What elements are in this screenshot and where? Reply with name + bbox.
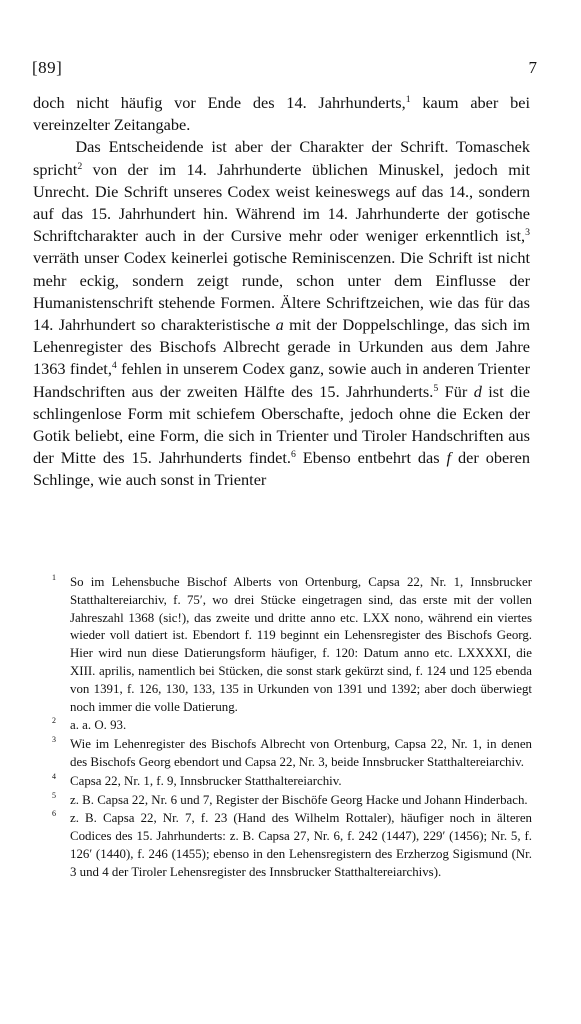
page-number-bracketed: [89]	[32, 58, 63, 77]
footnote	[32, 792, 532, 810]
footnote-text: a. a. O. 93.	[70, 718, 127, 733]
text-run: von der im 14. Jahrhunderte üblichen Minuskel, jedoch mit Unrecht. Die Schrift unseres Codex weist keineswegs auf das 14., sondern auf das 15. Jahrhundert hin. Während im 14. Jahrhunderte der gotische Schriftcharakter auch in der Cursive mehr oder weniger erkenntlich ist,	[33, 159, 530, 246]
footnote-mark: 1	[52, 573, 56, 582]
paragraph	[33, 136, 530, 491]
footnote-mark: 4	[52, 771, 56, 781]
text-run: Für	[438, 381, 474, 401]
page-number: 7	[528, 58, 537, 77]
footnote-text: Wie im Lehenregister des Bischofs Albrecht von Ortenburg, Capsa 22, Nr. 1, in denen des Bischofs Georg ebendort und Capsa 22, Nr. 3, beide Innsbrucker Statthaltereiarchiv.	[70, 737, 532, 769]
footnote	[32, 717, 532, 735]
footnote	[32, 810, 532, 881]
footnote-text: So im Lehensbuche Bischof Alberts von Ortenburg, Capsa 22, Nr. 1, Innsbrucker Statthaltereiarchiv, f. 75′, wo drei Stücke eingetragen sind, das erste mit der vollen Jahreszahl 1368 (sic!), das zweite und dritte anno etc. LXX nono, während ein viertes wieder voll datiert ist. Ebendort f. 119 beginnt ein Lehensregister des Bischofs Georg. Hier wird nun diese Datierungsform häufiger, f. 120: Datum anno etc. LXXXXI, die XIII. aprilis, namentlich bei Stücken, die sonst stark gekürzt sind, f. 124 und 125 ebenda von 1391, f. 126, 130, 133, 135 in Urkunden von 1391 und 1392; aber doch überwiegt noch immer die volle Datierung.	[70, 575, 532, 714]
text-run: Ebenso entbehrt das	[295, 448, 447, 468]
text-run: doch nicht häufig vor Ende des 14. Jahrhunderts,	[33, 93, 406, 112]
footnote-reference: 2	[77, 160, 83, 172]
text-run: kaum aber bei vereinzelter Zeitangabe.	[33, 93, 530, 135]
main-text	[33, 92, 530, 492]
footnote-text: z. B. Capsa 22, Nr. 6 und 7, Register der Bischöfe Georg Hacke und Johann Hinderbach.	[70, 792, 528, 807]
footnote	[32, 574, 532, 716]
footnote-reference: 1	[405, 94, 411, 106]
footnote-mark: 2	[52, 716, 56, 726]
italic-letter: d	[473, 381, 482, 401]
footnote-text: z. B. Capsa 22, Nr. 7, f. 23 (Hand des Wilhelm Rottaler), häufiger noch in älteren Codices des 15. Jahrhunderts: z. B. Capsa 27, Nr. 6, f. 242 (1447), 229′ (1456); Nr. 5, f. 126′ (1440), f. 246 (1455); ebenso in den Lehensregistern des Erzherzog Sigismund (Nr. 3 und 4 der Tiroler Lehensregister des Innsbrucker Statthaltereiarchivs).	[70, 811, 532, 879]
footnote-mark: 6	[52, 809, 56, 819]
footnote-reference: 6	[290, 449, 296, 461]
footnote-mark: 3	[52, 735, 56, 745]
footnote	[32, 736, 532, 772]
footnote-reference: 5	[433, 382, 439, 394]
text-run: verräth unser Codex keinerlei gotische Reminiscenzen. Die Schrift ist nicht mehr eckig, sondern zeigt runde, schon unter dem Einflusse der Humanistenschrift stehende Formen. Ältere Schriftzeichen, wie das für das 14. Jahrhundert so charakteristische	[33, 248, 530, 335]
footnote-reference: 4	[111, 360, 117, 372]
footnotes	[32, 574, 532, 883]
footnote-mark: 5	[52, 790, 56, 800]
text-run: Das Entscheidende ist aber der Charakter der Schrift. Tomaschek spricht	[33, 137, 530, 179]
text-run: der oberen Schlinge, wie auch sonst in Trienter	[33, 448, 530, 490]
text-run: fehlen in unserem Codex ganz, sowie auch in anderen Trienter Handschriften aus der zweiten Hälfte des 15. Jahrhunderts.	[33, 359, 530, 401]
italic-letter: f	[446, 448, 452, 468]
text-run: mit der Doppelschlinge, das sich im Lehenregister des Bischofs Albrecht gerade in Urkunden aus dem Jahre 1363 findet,	[33, 315, 530, 379]
paragraph	[33, 92, 530, 136]
footnote-reference: 3	[525, 227, 530, 239]
footnote	[32, 773, 532, 791]
italic-letter: a	[275, 315, 284, 335]
text-run: ist die schlingenlose Form mit schiefem Oberschafte, jedoch ohne die Ecken der Gotik beliebt, eine Form, die sich in Trienter und Tiroler Handschriften aus der Mitte des 15. Jahrhunderts findet.	[33, 381, 530, 468]
footnote-text: Capsa 22, Nr. 1, f. 9, Innsbrucker Statthaltereiarchiv.	[70, 773, 342, 788]
page-header	[32, 58, 537, 80]
